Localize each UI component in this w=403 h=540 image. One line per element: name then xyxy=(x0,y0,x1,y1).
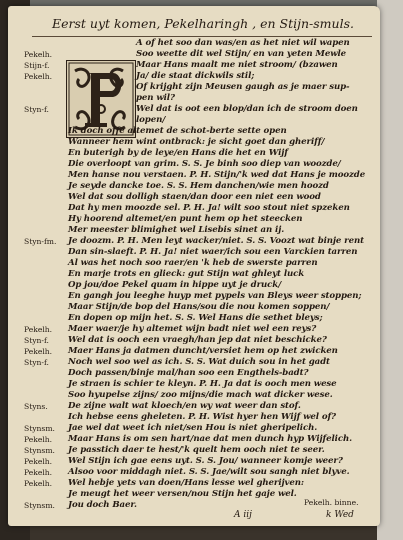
verse-line xyxy=(8,379,380,390)
background-edge xyxy=(377,0,403,540)
verse-line xyxy=(8,401,380,412)
verse-line xyxy=(8,60,380,71)
verse-text: Je seyde dancke toe. S. S. Hem danchen/wie men hoozd xyxy=(68,181,329,191)
verse-line xyxy=(8,357,380,368)
verse-line xyxy=(8,324,380,335)
verse-text: A of het soo dan was/en as het niet wil wapen xyxy=(136,38,350,48)
verse-line xyxy=(8,247,380,258)
speaker-label: Stynsm. xyxy=(24,501,55,510)
speaker-label: Stijn-f. xyxy=(24,61,50,70)
verse-text: Of krijght zijn Meusen gaugh as je maer sup- xyxy=(136,82,350,92)
verse-text: Maer waer/je hy altemet wijn badt niet wel een reys? xyxy=(68,324,317,334)
verse-text: Wanneer hem wint ontbrack: je sicht goet dan gheriff/ xyxy=(68,137,325,147)
verse-text: Hy hoorend altemet/en punt hem op het steecken xyxy=(68,214,303,224)
verse-line xyxy=(8,93,380,104)
title-rule xyxy=(32,36,372,37)
speaker-label: Styns. xyxy=(24,402,48,411)
verse-line xyxy=(8,280,380,291)
speaker-label: Styn-f. xyxy=(24,105,49,114)
verse-text: Je doozm. P. H. Men leyt wacker/niet. S. S. Voozt wat binje rent xyxy=(68,236,364,246)
verse-line xyxy=(8,456,380,467)
catchword: k Wed xyxy=(326,510,354,520)
verse-text: Ja/ die staat dickwils stil; xyxy=(136,71,255,81)
verse-line xyxy=(8,467,380,478)
verse-text: Maar Hans maalt me niet stroom/ (bzawen xyxy=(136,60,338,70)
verse-line xyxy=(8,170,380,181)
verse-text: Doch passen/binje mal/han soo een Engthels-badt? xyxy=(68,368,309,378)
verse-text: Dan sin-slaeft. P. H. Ja! niet waer/ich sou een Varckien tarren xyxy=(68,247,358,257)
verse-line xyxy=(8,225,380,236)
speaker-label: Pekelh. xyxy=(24,325,53,334)
speaker-label: Styn-f. xyxy=(24,358,49,367)
verse-line xyxy=(8,159,380,170)
verse-text: Alsoo voor middagh niet. S. S. Jae/wilt sou sangh niet blyve. xyxy=(68,467,350,477)
verse-text: Je straen is schier te kleyn. P. H. Ja dat is ooch men wese xyxy=(68,379,337,389)
verse-line xyxy=(8,478,380,489)
verse-text: Wel dat is oot een blop/dan ich de stroom doen xyxy=(136,104,358,114)
verse-line xyxy=(8,104,380,115)
verse-line xyxy=(8,390,380,401)
speaker-label: Styn-fm. xyxy=(24,237,57,246)
speaker-label: Stynsm. xyxy=(24,424,55,433)
verse-text: Maar Stijn/de bop del Hans/sou die nou komen soppen/ xyxy=(68,302,330,312)
verse-text: Wel Stijn ich gae eens uyt. S. S. Jou/ wanneer komje weer? xyxy=(68,456,343,466)
verse-line xyxy=(8,203,380,214)
verse-line xyxy=(8,335,380,346)
verse-line xyxy=(8,313,380,324)
verse-text: En gangh jou leeghe huyp met pypels van Bleys weer stoppen; xyxy=(68,291,362,301)
verse-text: En buterigh by de leye/en Hans die het en Wijf xyxy=(68,148,288,158)
verse-text: Maar Hans is om sen hart/nae dat men dunch hyp Wijfelich. xyxy=(68,434,353,444)
verse-line xyxy=(8,181,380,192)
verse-text: Maer Hans ja datmen duncht/versiet hem op het zwicken xyxy=(68,346,338,356)
book-page xyxy=(8,6,380,526)
verse-line xyxy=(8,82,380,93)
speaker-label: Pekelh. xyxy=(24,72,53,81)
verse-line xyxy=(8,434,380,445)
verse-text: Soo hyupelse zijns/ zoo mijns/die mach wat dicker wese. xyxy=(68,390,333,400)
verse-line xyxy=(8,258,380,269)
speaker-label: Stynsm. xyxy=(24,446,55,455)
verse-text: lopen/ xyxy=(136,115,166,125)
verse-text: Op jou/doe Pekel quam in hippe uyt je druck/ xyxy=(68,280,282,290)
verse-line xyxy=(8,49,380,60)
verse-line xyxy=(8,192,380,203)
speaker-label: Pekelh. xyxy=(24,50,53,59)
verse-text: En marje trots en glieck: gut Stijn wat ghleyt luck xyxy=(68,269,305,279)
verse-line xyxy=(8,214,380,225)
verse-text: Soo weette dit wel Stijn/ en van yeten Mewle xyxy=(136,49,347,59)
verse-text: Men hanse nou verstaen. P. H. Stijn/'k wed dat Hans je moozde xyxy=(68,170,366,180)
verse-text: Ik doch offe altemet de schot-berte sette open xyxy=(68,126,287,136)
verse-text: Wel dat is ooch een vraegh/han jep dat niet beschicke? xyxy=(68,335,327,345)
verse-text: Al was het noch soo raer/en 'k heb de swerste parren xyxy=(68,258,318,268)
signature-mark: A iij xyxy=(234,510,252,520)
verse-line xyxy=(8,412,380,423)
verse-text: Jae wel dat weet ich niet/sen Hou is niet gheripelich. xyxy=(68,423,318,433)
verse-text: Dat hy men moozde sel. P. H. Ja! wilt soo stout niet spzeken xyxy=(68,203,350,213)
verse-line xyxy=(8,445,380,456)
verse-line xyxy=(8,115,380,126)
speaker-label: Styn-f. xyxy=(24,336,49,345)
verse-text: De zijne walt wat kloech/en wy wat weer dan stof. xyxy=(68,401,301,411)
verse-line xyxy=(8,291,380,302)
verse-line xyxy=(8,148,380,159)
verse-text: Je passtich daer te hest/'k quelt hem ooch niet te seer. xyxy=(68,445,325,455)
speaker-label: Pekelh. xyxy=(24,347,53,356)
verse-text: En dopen op mijn het. S. S. Wel Hans die sethet bleys; xyxy=(68,313,323,323)
verse-text: Ich hebse eens gheleten. P. H. Wist hyer hen Wijf wel of? xyxy=(68,412,336,422)
footer-speaker-catchword: Pekelh. binne. xyxy=(304,498,359,507)
verse-line xyxy=(8,368,380,379)
verse-line xyxy=(8,346,380,357)
verse-text: pen wil? xyxy=(136,93,175,103)
verse-text: Je meugt het weer versen/nou Stijn het gaje wel. xyxy=(68,489,297,499)
verse-line xyxy=(8,71,380,82)
verse-text: Mer meester blimighet wel Lisebis sinet an ij. xyxy=(68,225,285,235)
verse-line xyxy=(8,423,380,434)
verse-text: Wel dat sou dolligh staen/dan door een niet een wood xyxy=(68,192,321,202)
verse-line xyxy=(8,302,380,313)
verse-line xyxy=(8,236,380,247)
verse-line xyxy=(8,269,380,280)
speaker-label: Pekelh. xyxy=(24,479,53,488)
running-title: Eerst uyt komen, Pekelharingh , en Stijn-smuls. xyxy=(52,16,354,31)
speaker-label: Pekelh. xyxy=(24,468,53,477)
speaker-label: Pekelh. xyxy=(24,435,53,444)
verse-line xyxy=(8,126,380,137)
verse-text: Die overloopt van grim. S. S. Je binh soo diep van woozde/ xyxy=(68,159,341,169)
speaker-label: Pekelh. xyxy=(24,457,53,466)
verse-text: Wel hebje yets van doen/Hans lesse wel gherijven: xyxy=(68,478,304,488)
verse-line xyxy=(8,137,380,148)
verse-text: Jou doch Baer. xyxy=(68,500,137,510)
verse-text: Noch wel soo wel as ich. S. S. Wat duich sou in het gadt xyxy=(68,357,330,367)
verse-line xyxy=(8,38,380,49)
